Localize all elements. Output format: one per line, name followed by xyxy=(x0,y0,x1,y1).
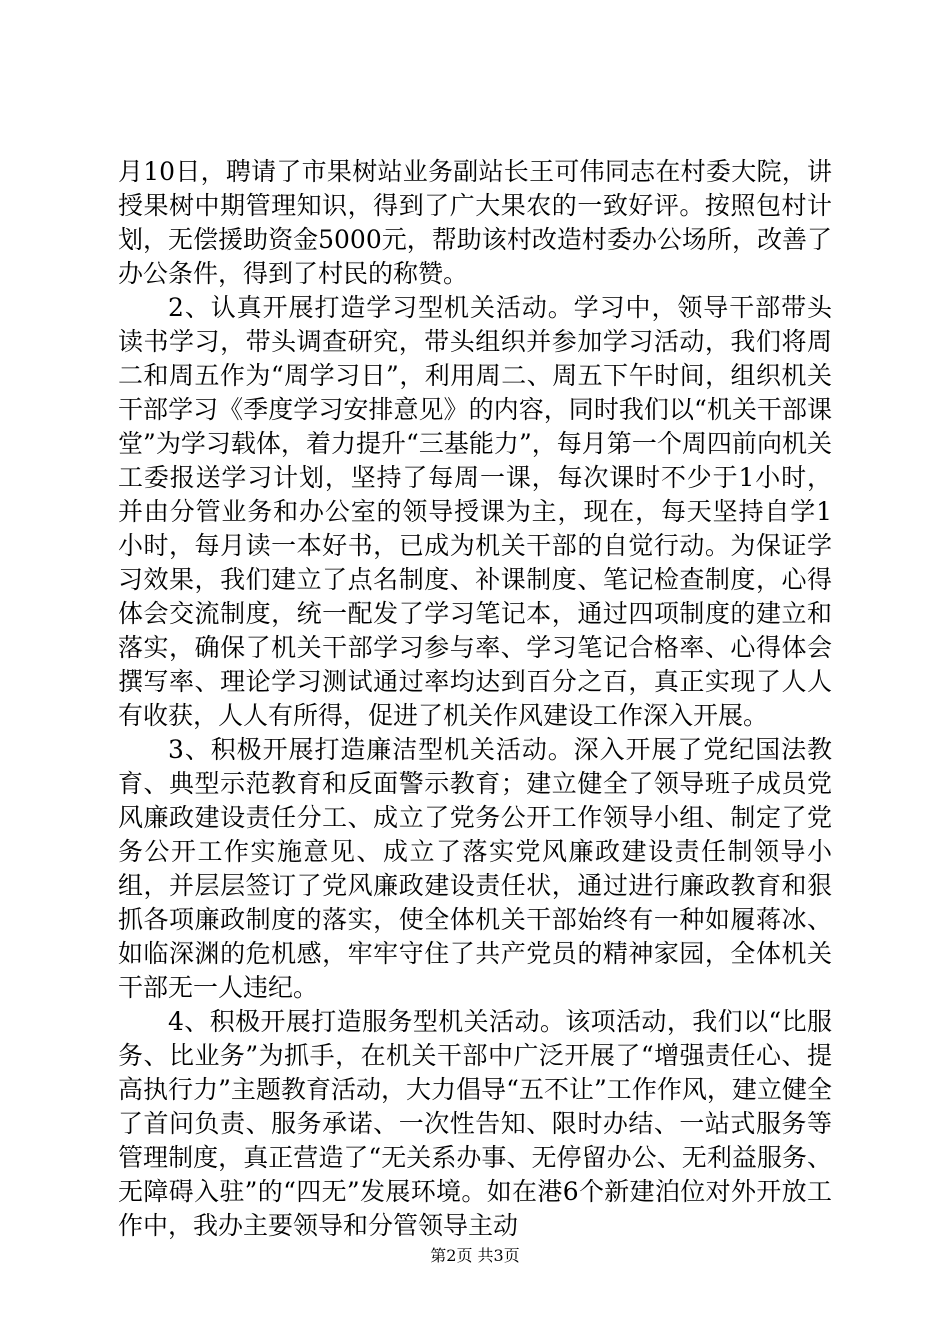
document-body xyxy=(118,155,832,1243)
paragraph-service-organization: 4、积极开展打造服务型机关活动。该项活动，我们以“比服务、比业务”为抓手，在机关干部中广泛开展了“增强责任心、提高执行力”主题教育活动，大力倡导“五不让”工作作风，建立健全了首问负责、服务承诺、一次性告知、限时办结、一站式服务等管理制度，真正营造了“无关系办事、无停留办公、无利益服务、无障碍入驻”的“四无”发展环境。如在港6个新建泊位对外开放工作中，我办主要领导和分管领导主动 xyxy=(118,1007,832,1240)
page-number-footer: 第2页 共3页 xyxy=(430,1246,520,1265)
paragraph-clean-organization: 3、积极开展打造廉洁型机关活动。深入开展了党纪国法教育、典型示范教育和反面警示教育；建立健全了领导班子成员党风廉政建设责任分工、成立了党务公开工作领导小组、制定了党务公开工作实施意见、成立了落实党风廉政建设责任制领导小组，并层层签订了党风廉政建设责任状，通过进行廉政教育和狠抓各项廉政制度的落实，使全体机关干部始终有一种如履蒋冰、如临深渊的危机感，牢牢守住了共产党员的精神家园，全体机关干部无一人违纪。 xyxy=(118,735,832,1002)
paragraph-continuation: 月10日，聘请了市果树站业务副站长王可伟同志在村委大院，讲授果树中期管理知识，得到了广大果农的一致好评。按照包村计划，无偿援助资金5000元，帮助该村改造村委办公场所，改善了办公条件，得到了村民的称赞。 xyxy=(118,157,832,288)
paragraph-learning-organization: 2、认真开展打造学习型机关活动。学习中，领导干部带头读书学习，带头调查研究，带头组织并参加学习活动，我们将周二和周五作为“周学习日”，利用周二、周五下午时间，组织机关干部学习《季度学习安排意见》的内容，同时我们以“机关干部课堂”为学习载体，着力提升“三基能力”，每月第一个周四前向机关工委报送学习计划，坚持了每周一课，每次课时不少于1小时，并由分管业务和办公室的领导授课为主，现在，每天坚持自学1小时，每月读一本好书，已成为机关干部的自觉行动。为保证学习效果，我们建立了点名制度、补课制度、笔记检查制度，心得体会交流制度，统一配发了学习笔记本，通过四项制度的建立和落实，确保了机关干部学习参与率、学习笔记合格率、心得体会撰写率、理论学习测试通过率均达到百分之百，真正实现了人人有收获，人人有所得，促进了机关作风建设工作深入开展。 xyxy=(118,293,832,730)
